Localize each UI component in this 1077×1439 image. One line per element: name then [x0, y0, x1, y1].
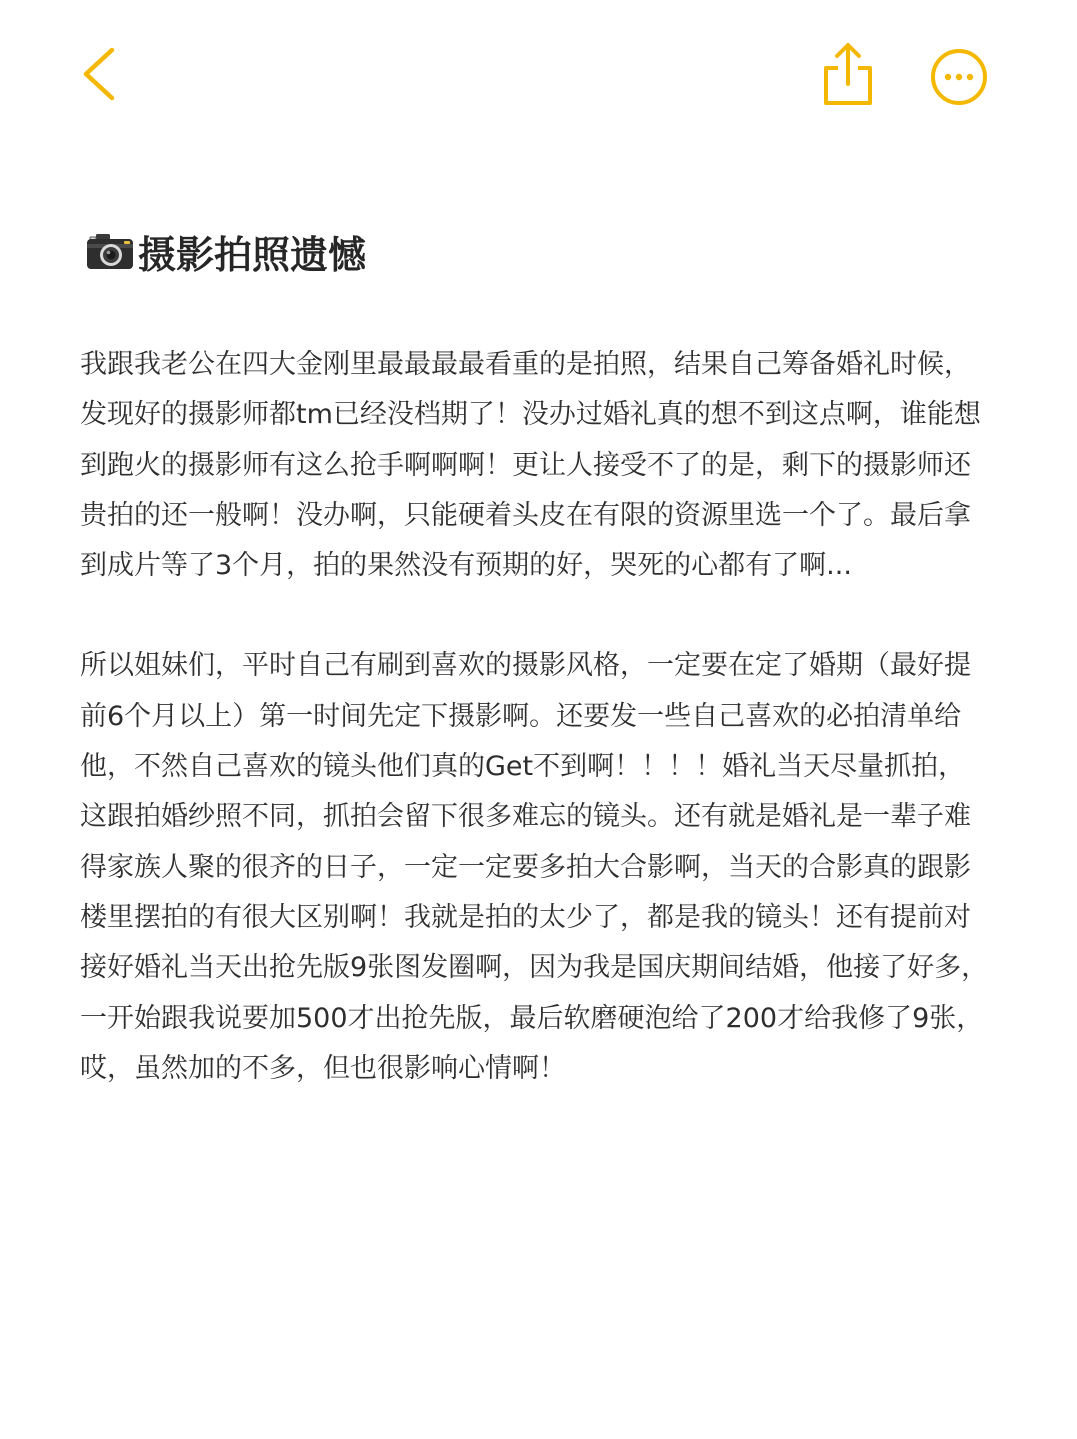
camera-icon — [86, 231, 134, 271]
more-icon — [928, 46, 990, 108]
share-icon — [820, 40, 876, 108]
share-button[interactable] — [820, 40, 876, 108]
more-button[interactable] — [928, 46, 990, 108]
note-title — [86, 222, 366, 280]
chevron-left-icon — [78, 46, 122, 102]
body-paragraph-1: 我跟我老公在四大金刚里最最最最看重的是拍照，结果自己筹备婚礼时候，发现好的摄影师都tm已经没档期了！没办过婚礼真的想不到这点啊，谁能想到跑火的摄影师有这么抢手啊啊啊！更让人接受不了的是，剩下的摄影师还贵拍的还一般啊！没办啊，只能硬着头皮在有限的资源里选一个了。最后拿到成片等了3个月，拍的果然没有预期的好，哭死的心都有了啊... — [80, 349, 981, 582]
body-paragraph-2: 所以姐妹们，平时自己有刷到喜欢的摄影风格，一定要在定了婚期（最好提前6个月以上）第一时间先定下摄影啊。还要发一些自己喜欢的必拍清单给他，不然自己喜欢的镜头他们真的Get不到啊！！！！婚礼当天尽量抓拍，这跟拍婚纱照不同，抓拍会留下很多难忘的镜头。还有就是婚礼是一辈子难得家族人聚的很齐的日子，一定一定要多拍大合影啊，当天的合影真的跟影楼里摆拍的有很大区别啊！我就是拍的太少了，都是我的镜头！还有提前对接好婚礼当天出抢先版9张图发圈啊，因为我是国庆期间结婚，他接了好多，一开始跟我说要加500才出抢先版，最后软磨硬泡给了200才给我修了9张，哎，虽然加的不多，但也很影响心情啊！ — [80, 650, 989, 1084]
back-button[interactable] — [78, 46, 122, 102]
note-body — [80, 340, 992, 1094]
note-title-text: 摄影拍照遗憾 — [138, 232, 367, 277]
